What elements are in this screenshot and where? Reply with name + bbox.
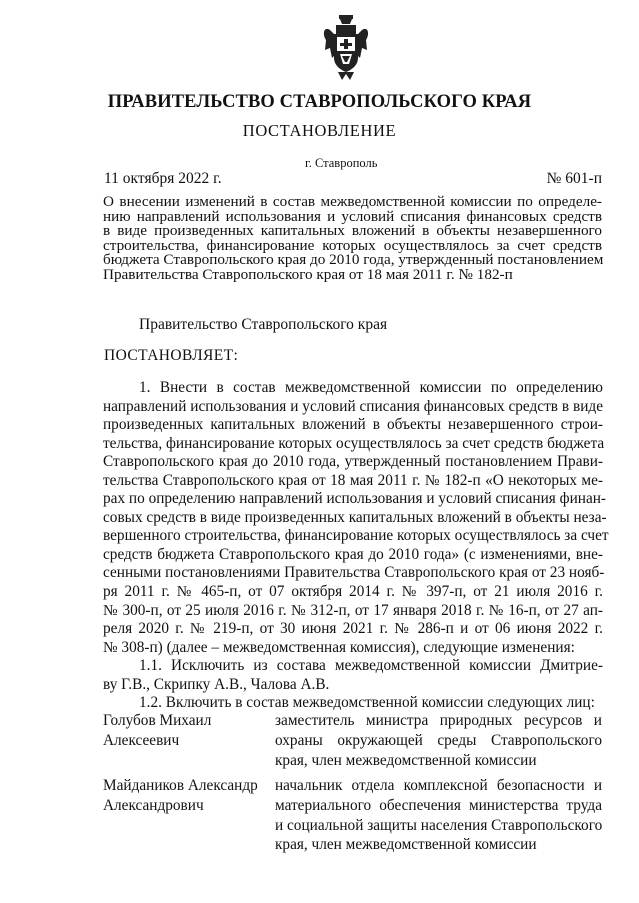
city: г. Ставрополь xyxy=(305,156,378,170)
member-position-line: края, член межведомственной комиссии xyxy=(275,836,537,854)
document-type: ПОСТАНОВЛЕНИЕ xyxy=(242,121,397,140)
body-line: 1. Внести в состав межведомственной комиссии по определению xyxy=(139,379,603,396)
subject-line: О внесении изменений в состав межведомственной комиссии по определе- xyxy=(103,193,602,210)
stavropol-coat-of-arms-icon xyxy=(322,14,370,82)
member-position-line: материального обеспечения министерства труда xyxy=(275,796,602,814)
body-line: № 300-п, от 25 июля 2016 г. № 312-п, от 17 января 2018 г. № 16-п, от 27 ап- xyxy=(103,601,603,619)
body-line: средств бюджета Ставропольского края до 2010 года» (с изменениями, вне- xyxy=(103,545,603,563)
member-name-line: Голубов Михаил xyxy=(103,712,212,729)
body-line: сенными постановлениями Правительства Ставропольского края от 23 нояб- xyxy=(103,564,605,582)
body-line: ву Г.В., Скрипку А.В., Чалова А.В. xyxy=(103,675,330,693)
member-position xyxy=(275,711,602,770)
member-position-line: и социальной защиты населения Ставропольского xyxy=(275,816,603,834)
member-name-line: Майдаников Александр xyxy=(103,777,258,794)
document-number: № 601-п xyxy=(546,170,602,187)
member-name-line: Александрович xyxy=(103,796,204,814)
document-subject xyxy=(103,195,602,283)
body-line: тельства, финансирование которых осуществлялось за счет средств бюджета xyxy=(103,434,605,452)
preamble-decrees: ПОСТАНОВЛЯЕТ: xyxy=(104,347,239,364)
body-line: направлений использования и условий списания финансовых средств в виде xyxy=(103,397,603,415)
body-line: совых средств в виде произведенных капитальных вложений в объекты неза- xyxy=(103,508,607,526)
body-line: ря 2011 г. № 465-п, от 07 октября 2014 г. № 397-п, от 21 июля 2016 г. xyxy=(103,583,603,601)
body-line: 1.1. Исключить из состава межведомственной комиссии Дмитрие- xyxy=(139,657,603,675)
member-position-line: охраны окружающей среды Ставропольского xyxy=(275,731,602,749)
body-line: 1.2. Включить в состав межведомственной комиссии следующих лиц: xyxy=(139,694,595,712)
member-position xyxy=(275,776,602,855)
preamble-government: Правительство Ставропольского края xyxy=(139,316,388,333)
government-title: ПРАВИТЕЛЬСТВО СТАВРОПОЛЬСКОГО КРАЯ xyxy=(107,92,532,112)
subject-line: в виде произведенных капитальных вложений в объекты незавершенного xyxy=(103,222,602,240)
body-line: произведенных капитальных вложений в объекты незавершенного строи- xyxy=(103,416,603,434)
body-line: № 308-п) (далее – межведомственная комиссия), следующие изменения: xyxy=(103,638,575,656)
subject-line: бюджета Ставропольского края до 2010 года, утвержденный постановлением xyxy=(103,251,604,269)
member-name xyxy=(103,776,271,816)
body-line: Ставропольского края до 2010 года, утвержденный постановлением Прави- xyxy=(103,453,603,471)
body-line: рах по определению направлений использования и условий списания финан- xyxy=(103,490,607,508)
subject-line: нию направлений использования и условий списания финансовых средств xyxy=(103,207,602,225)
document-date: 11 октября 2022 г. xyxy=(104,170,222,187)
body-line: тельства Ставропольского края от 18 мая 2011 г. № 182-п «О некоторых ме- xyxy=(103,471,603,489)
member-position-line: заместитель министра природных ресурсов и xyxy=(275,712,602,729)
body-line: вершенного строительства, финансирование которых осуществлялось за счет xyxy=(103,527,609,545)
member-position-line: начальник отдела комплексной безопасности и xyxy=(275,777,602,794)
subject-line: строительства, финансирование которых осуществлялось за счет средств xyxy=(103,236,602,254)
subject-line: Правительства Ставропольского края от 18 мая 2011 г. № 182-п xyxy=(103,265,513,283)
member-position-line: края, член межведомственной комиссии xyxy=(275,751,537,769)
member-name-line: Алексеевич xyxy=(103,731,180,749)
document-body xyxy=(103,379,609,713)
body-line: реля 2020 г. № 219-п, от 30 июня 2021 г. № 286-п и от 06 июня 2022 г. xyxy=(103,620,603,638)
member-name xyxy=(103,711,271,751)
